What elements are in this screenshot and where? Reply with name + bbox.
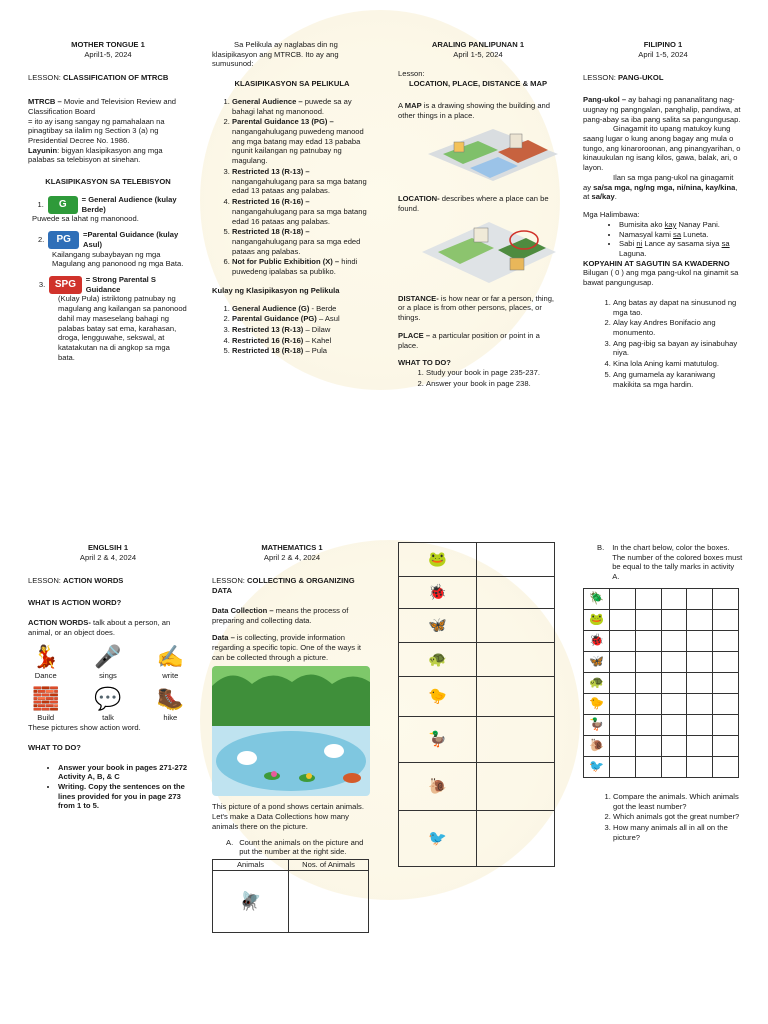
todo-heading: WHAT TO DO? — [28, 742, 81, 752]
city-map-illustration — [418, 124, 568, 186]
lesson-line: LESSON: CLASSIFICATION OF MTRCB — [28, 73, 169, 83]
color-box[interactable] — [635, 735, 661, 756]
color-box[interactable] — [635, 672, 661, 693]
color-box[interactable] — [661, 756, 687, 777]
color-box[interactable] — [713, 609, 739, 630]
color-box[interactable] — [635, 630, 661, 651]
what-heading: WHAT IS ACTION WORD? — [28, 598, 122, 608]
table-row — [399, 677, 555, 717]
tally-cell[interactable] — [477, 609, 555, 643]
color-box[interactable] — [713, 756, 739, 777]
pelikula-intro: Sa Pelikula ay naglabas din ng klasipikasyon ang MTRCB. Ito ay ang sumusunod: — [212, 40, 339, 69]
map-definition: A MAP is a drawing showing the building and other things in a place. — [398, 100, 551, 120]
ladybug-icon: 🐞 — [589, 633, 604, 648]
color-box[interactable] — [610, 609, 636, 630]
color-box[interactable] — [610, 630, 636, 651]
chart-row — [584, 693, 739, 714]
list-item: 4. Kina lola Aning kami matutulog. — [613, 359, 743, 369]
color-box[interactable] — [713, 630, 739, 651]
paragraph: Ginagamit ito upang matukoy kung saang lugar o kung anong bagay ang mula o tungo, ang kinaroroonan, ang pinangyarihan, o kinauukulan ng isang kilos, gawa, balak, ari, o layon. — [583, 124, 741, 173]
ladybug-icon: 🐞 — [428, 583, 447, 601]
action-pictures-row-1 — [28, 643, 188, 681]
list-item: 2. Which animals got the great number? — [613, 812, 743, 822]
list-item: 2. Alay kay Andres Bonifacio ang monumento. — [613, 318, 743, 337]
tally-table — [398, 542, 555, 867]
singing-child-icon: 🎤 — [94, 644, 122, 670]
color-box[interactable] — [661, 588, 687, 609]
color-box[interactable] — [661, 630, 687, 651]
pond-picture — [212, 666, 370, 796]
color-box[interactable] — [635, 693, 661, 714]
table-header: Nos. of Animals — [289, 860, 369, 871]
list-item: • Writing. Copy the sentences on the lines provided for you in page 273 from 1 to 5. — [58, 782, 188, 811]
talking-children-icon: 💬 — [94, 686, 122, 712]
lesson-label: Lesson: — [398, 69, 425, 79]
frog-icon: 🐸 — [589, 612, 604, 627]
color-box[interactable] — [661, 609, 687, 630]
color-box[interactable] — [610, 756, 636, 777]
frog-icon: 🐸 — [428, 550, 447, 568]
subject-title: FILIPINO 1 — [643, 40, 683, 49]
tally-cell[interactable] — [477, 763, 555, 811]
dragonfly-icon: 🪰 — [239, 890, 262, 911]
color-box[interactable] — [687, 756, 713, 777]
table-row — [399, 543, 555, 577]
hiking-child-icon: 🥾 — [156, 686, 184, 712]
color-box[interactable] — [713, 651, 739, 672]
subject-title: MATHEMATICS 1 — [261, 543, 323, 552]
step-b: B. In the chart below, color the boxes. The number of the colored boxes must be equal to the tally marks in activity A. — [597, 543, 743, 582]
pelikula-list — [212, 97, 372, 277]
lesson-title: LOCATION, PLACE, DISTANCE & MAP — [408, 79, 548, 89]
pelikula-heading: KLASIPIKASYON SA PELIKULA — [234, 79, 350, 89]
list-item: • Bumisita ako kay Nanay Pani. — [619, 220, 743, 230]
table-row — [213, 870, 369, 932]
color-box[interactable] — [661, 672, 687, 693]
araling-panlipunan-column — [398, 40, 558, 390]
color-box[interactable] — [635, 651, 661, 672]
list-item: 3. Restricted 13 (R-13) – Dilaw — [232, 325, 372, 335]
tally-cell[interactable] — [477, 811, 555, 867]
color-box[interactable] — [610, 714, 636, 735]
building-blocks-icon: 🧱 — [32, 686, 60, 712]
color-box[interactable] — [661, 714, 687, 735]
lesson-line: LESSON: COLLECTING & ORGANIZING DATA — [212, 576, 355, 596]
turtle-icon: 🐢 — [428, 650, 447, 668]
chart-row — [584, 756, 739, 777]
pictures-caption: These pictures show action word. — [28, 723, 141, 733]
color-box[interactable] — [687, 609, 713, 630]
table-header: Animals — [213, 860, 289, 871]
list-item: 2. Parental Guidance 13 (PG) – nangangahulugang puwedeng manood ang mga batang may edad 13 pababa ngunit kailangan ng patnubay ng magulang. — [232, 117, 372, 166]
chart-row — [584, 735, 739, 756]
color-box[interactable] — [713, 735, 739, 756]
stork-icon: 🐦 — [428, 829, 447, 847]
chart-row — [584, 651, 739, 672]
build-picture: 🧱 Build — [32, 686, 60, 723]
pelikula-column — [212, 40, 372, 357]
count-cell[interactable] — [289, 870, 369, 932]
halimbawa-heading: Mga Halimbawa: — [583, 210, 640, 220]
list-item: • Sabi ni Lance ay sasama siya sa Laguna. — [619, 239, 743, 258]
list-item: 2. Answer your book in page 238. — [426, 379, 558, 389]
action-pictures-row-2 — [28, 685, 188, 723]
mathematics-column — [212, 543, 372, 933]
tally-cell[interactable] — [477, 717, 555, 763]
color-box[interactable] — [687, 735, 713, 756]
date: April 1-5, 2024 — [638, 49, 688, 59]
duckling-icon: 🐤 — [589, 696, 604, 711]
table-row — [399, 811, 555, 867]
lesson-line: LESSON: ACTION WORDS — [28, 576, 124, 586]
english-column — [28, 543, 188, 811]
table-row — [399, 717, 555, 763]
todo-heading: WHAT TO DO? — [398, 358, 451, 368]
color-box[interactable] — [713, 672, 739, 693]
tally-cell[interactable] — [477, 577, 555, 609]
butterfly-icon: 🦋 — [589, 654, 604, 669]
color-box[interactable] — [661, 651, 687, 672]
color-box[interactable] — [610, 651, 636, 672]
list-item: • Namasyal kami sa Luneta. — [619, 230, 743, 240]
color-box[interactable] — [635, 756, 661, 777]
color-box[interactable] — [713, 714, 739, 735]
butterfly-icon: 🦋 — [428, 616, 447, 634]
snail-icon: 🐌 — [589, 738, 604, 753]
list-item: 5. Restricted 18 (R-18) – nangangahulugang para sa mga eded pataas ang palabas. — [232, 227, 372, 256]
snail-icon: 🐌 — [428, 777, 447, 795]
subject-title: ARALING PANLIPUNAN 1 — [431, 40, 525, 49]
writing-child-icon: ✍ — [156, 644, 184, 670]
distance-definition: DISTANCE- is how near or far a person, thing, or a place is from other persons, places, or things. — [398, 293, 555, 323]
color-box[interactable] — [687, 714, 713, 735]
todo-list — [398, 368, 558, 388]
write-picture: ✍ write — [156, 644, 184, 681]
animal-count-table — [212, 859, 369, 933]
list-item: 4. Restricted 16 (R-16) – nangangahulugang para sa mga batang edad 16 pataas ang palabas. — [232, 197, 372, 226]
mtrcb-definition: MTRCB – Movie and Television Review and Classification Board = ito ay isang sangay ng pamahalaan na pinagtibay sa ilalim ng Section 3 (a) ng Presidential Decree No. 1986. Layunin: bigyan klasipikasyon ang mga palabas sa telebisyon at sinehan. — [28, 97, 177, 165]
spg-rating-icon: SPG — [49, 276, 82, 294]
date: April 2 & 4, 2024 — [79, 552, 137, 562]
color-box[interactable] — [687, 588, 713, 609]
color-box[interactable] — [610, 693, 636, 714]
color-box[interactable] — [661, 735, 687, 756]
chart-row — [584, 609, 739, 630]
list-item: 1. Ang batas ay dapat na sinusunod ng mga tao. — [613, 298, 743, 317]
mother-tongue-column — [28, 40, 188, 362]
sings-picture: 🎤 sings — [94, 644, 122, 681]
table-row — [399, 763, 555, 811]
lesson-line: LESSON: PANG-UKOL — [583, 73, 664, 83]
color-box[interactable] — [687, 693, 713, 714]
filipino-column — [583, 40, 743, 390]
list-item: 2. Parental Guidance (PG) – Asul — [232, 314, 372, 324]
list-item: 3. Ang pag-ibig sa bayan ay isinabuhay niya. — [613, 339, 743, 358]
tally-cell[interactable] — [477, 677, 555, 717]
color-chart — [583, 588, 739, 778]
table-row — [399, 643, 555, 677]
list-item: 1. General Audience (G) - Berde — [232, 304, 372, 314]
kopyahin-instruction: Bilugan ( 0 ) ang mga pang-ukol na ginamit sa bawat pangungusap. — [583, 268, 739, 288]
list-item: 5. Restricted 18 (R-18) – Pula — [232, 346, 372, 356]
list-item: 6. Not for Public Exhibition (X) – hindi puwedeng ipalabas sa publiko. — [232, 257, 372, 276]
list-item: 1. General Audience – puwede sa ay bahagi lahat ng manonood. — [232, 97, 372, 116]
date: April 2 & 4, 2024 — [263, 552, 321, 562]
pg-rating-icon: PG — [48, 231, 79, 249]
examples-list — [583, 220, 743, 259]
dancing-child-icon: 💃 — [32, 644, 60, 670]
data-definition: Data – is collecting, provide information regarding a specific topic. One of the ways it can be collected through a picture. — [212, 633, 361, 662]
stork-icon: 🐦 — [589, 759, 604, 774]
duckling-icon: 🐤 — [428, 687, 447, 705]
color-box[interactable] — [635, 609, 661, 630]
subject-title: MOTHER TONGUE 1 — [71, 40, 145, 49]
dragonfly-icon: 🪲 — [589, 591, 604, 606]
date: April 1-5, 2024 — [453, 49, 503, 59]
place-definition: PLACE – a particular position or point in a place. — [398, 330, 540, 350]
neighborhood-map-illustration — [414, 218, 564, 286]
color-box[interactable] — [635, 588, 661, 609]
kulay-list — [212, 304, 372, 357]
turtle-icon: 🐢 — [589, 675, 604, 690]
kopyahin-heading: KOPYAHIN AT SAGUTIN SA KWADERNO — [583, 258, 730, 268]
action-words-definition: ACTION WORDS- talk about a person, an animal, or an object does. — [28, 617, 171, 637]
list-item: 3. Restricted 13 (R-13) – nangangahulugang para sa mga batang edad 13 pataas ang palabas. — [232, 167, 372, 196]
list-item: • Answer your book in pages 271-272 Activity A, B, & C — [58, 763, 188, 782]
list-item: 5. Ang gumamela ay karaniwang makikita sa mga hardin. — [613, 370, 743, 389]
color-box[interactable] — [635, 714, 661, 735]
color-box[interactable] — [687, 651, 713, 672]
g-rating-icon: G — [48, 196, 78, 214]
pang-ukol-definition: Pang-ukol – ay bahagi ng pananalitang nag-uugnay ng pangngalan, panghalip, pandiwa, at pang-abay sa iba pang salita sa pangungusap. — [583, 95, 741, 124]
date: April1-5, 2024 — [84, 49, 132, 59]
chart-row — [584, 714, 739, 735]
color-box[interactable] — [713, 693, 739, 714]
list-item: 3. How many animals all in all on the picture? — [613, 823, 743, 842]
color-box[interactable] — [610, 672, 636, 693]
color-box[interactable] — [610, 588, 636, 609]
kulay-heading: Kulay ng Klasipikasyon ng Pelikula — [212, 285, 340, 295]
color-box[interactable] — [687, 630, 713, 651]
talk-picture: 💬 talk — [94, 686, 122, 723]
chart-task-column — [583, 543, 743, 843]
paragraph: Ilan sa mga pang-ukol na ginagamit ay sa/sa mga, ng/ng mga, ni/nina, kay/kina, at sa/kay. — [583, 172, 738, 202]
todo-list — [28, 763, 188, 812]
color-box[interactable] — [610, 735, 636, 756]
rating-g: 1. G = General Audience (kulay Berde) Puwede sa lahat ng manonood. — [32, 194, 177, 224]
list-item: 1. Compare the animals. Which animals got the least number? — [613, 792, 743, 811]
dance-picture: 💃 Dance — [32, 644, 60, 681]
duck-icon: 🦆 — [428, 730, 447, 748]
subject-title: ENGLSIH 1 — [87, 543, 129, 552]
table-row — [399, 577, 555, 609]
chart-row — [584, 672, 739, 693]
questions-list — [583, 792, 743, 843]
pond-caption: This picture of a pond shows certain animals. Let's make a Data Collections how many animals there on the picture. — [212, 802, 364, 831]
tally-cell[interactable] — [477, 543, 555, 577]
tally-cell[interactable] — [477, 643, 555, 677]
rating-spg: 3. SPG = Strong Parental S Guidance (Kulay Pula) istriktong patnubay ng magulang ang kailangan sa panonood dahil may maseselang bahagi ng palabas batay sat ema, karahasan, droga, lengguwahe, sekswal, at katatakutan na di angkop sa mga bata. — [38, 274, 187, 362]
color-box[interactable] — [687, 672, 713, 693]
chart-row — [584, 630, 739, 651]
color-box[interactable] — [661, 693, 687, 714]
rating-pg: 2. PG =Parental Guidance (kulay Asul) Kailangang subaybayan ng mga Magulang ang panonood ng mga Bata. — [37, 230, 184, 269]
table-row — [399, 609, 555, 643]
location-definition: LOCATION- describes where a place can be found. — [398, 194, 549, 214]
list-item: 4. Restricted 16 (R-16) – Kahel — [232, 336, 372, 346]
chart-row — [584, 588, 739, 609]
sentences-list — [583, 298, 743, 389]
tv-heading: KLASIPIKASYON SA TELEBISYON — [45, 177, 171, 187]
step-a: A. Count the animals on the picture and put the number at the right side. — [226, 837, 364, 857]
hike-picture: 🥾 hike — [156, 686, 184, 723]
list-item: 1. Study your book in page 235-237. — [426, 368, 558, 378]
data-collection-definition: Data Collection – means the process of preparing and collecting data. — [212, 605, 349, 625]
duck-icon: 🦆 — [589, 717, 604, 732]
color-box[interactable] — [713, 588, 739, 609]
